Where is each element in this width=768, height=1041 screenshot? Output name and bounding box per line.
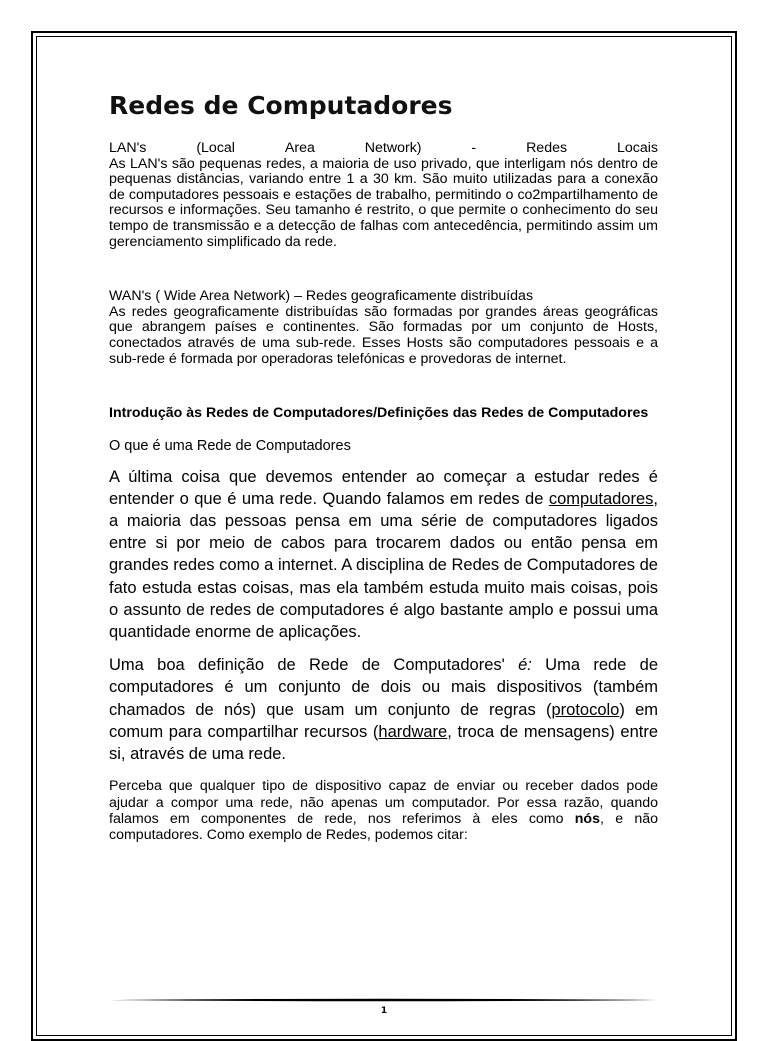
- lan-heading-word: Network): [364, 140, 422, 156]
- link-protocolo[interactable]: protocolo: [551, 700, 620, 719]
- footer-divider: [109, 998, 658, 1002]
- lan-heading-word: Locais: [616, 140, 658, 156]
- wan-body: As redes geograficamente distribuídas são formadas por grandes áreas geográficas que abrangem países e continentes. São formadas por um conjunto de Hosts, conectados através de uma sub-rede. Esses Hosts são computadores pessoais e a sub-rede é formada por operadoras telefónicas e provedoras de internet.: [109, 303, 658, 367]
- paragraph-2-text: Uma rede de computadores é um conjunto de dois ou mais dispositivos (também chamados de nós) que usam um conjunto de regras (: [109, 656, 659, 719]
- lan-heading-word: LAN's: [109, 140, 147, 156]
- paragraph-2: [109, 654, 658, 765]
- paragraph-2-text: , troca de mensagens) entre si, através de uma rede.: [109, 722, 658, 764]
- lan-heading-word: (Local: [196, 140, 235, 156]
- subheading-what-is: O que é uma Rede de Computadores: [109, 437, 351, 454]
- paragraph-1: [109, 466, 658, 644]
- paragraph-1-text: , a maioria das pessoas pensa em uma série de computadores ligados entre si por meio de cabos para trocarem dados ou então pensa em grandes redes como a internet. A disciplina de Redes de Computadores de fato estuda estas coisas, mas ela também estuda muito mais coisas, pois o assunto de redes de computadores é algo bastante amplo e possui uma quantidade enorme de aplicações.: [109, 489, 658, 642]
- link-hardware[interactable]: hardware: [378, 722, 448, 741]
- lan-heading-word: Redes: [526, 140, 568, 156]
- paragraph-3-bold: nós: [574, 811, 600, 828]
- lan-heading: [109, 141, 658, 157]
- wan-heading: WAN's ( Wide Area Network) – Redes geograficamente distribuídas: [109, 288, 534, 305]
- link-computadores[interactable]: computadores: [548, 489, 654, 508]
- wan-section: [109, 289, 658, 367]
- lan-heading-word: Area: [284, 140, 315, 156]
- page-number: 1: [380, 1006, 388, 1016]
- paragraph-2-text: ) em comum para compartilhar recursos (: [109, 700, 659, 741]
- paragraph-3-text: Perceba que qualquer tipo de dispositivo capaz de enviar ou receber dados pode ajudar a compor uma rede, não apenas um computador. Por essa razão, quando falamos em componentes de rede, nos referimos à eles como: [109, 778, 658, 828]
- intro-heading: Introdução às Redes de Computadores/Definições das Redes de Computadores: [109, 405, 649, 422]
- lan-heading-word: -: [471, 140, 477, 156]
- paragraph-3-text: , e não computadores. Como exemplo de Redes, podemos citar:: [109, 811, 658, 844]
- paragraph-3: [109, 778, 658, 844]
- paragraph-2-italic: é:: [518, 656, 532, 675]
- document-title: Redes de Computadores: [109, 91, 453, 120]
- paragraph-2-text: Uma boa definição de Rede de Computadores': [109, 656, 519, 675]
- document-body: [109, 88, 658, 844]
- lan-body: As LAN's são pequenas redes, a maioria de uso privado, que interligam nós dentro de pequenas distâncias, variando entre 1 a 30 km. São muito utilizadas para a conexão de computadores pessoais e estações de trabalho, permitindo o co2mpartilhamento de recursos e informações. Seu tamanho é restrito, o que permite o conhecimento do seu tempo de transmissão e a detecção de falhas com antecedência, permitindo assim um gerenciamento simplificado da rede.: [109, 155, 658, 250]
- paragraph-1-text: A última coisa que devemos entender ao começar a estudar redes é entender o que é uma rede. Quando falamos em redes de: [109, 467, 658, 508]
- lan-section: [109, 141, 658, 250]
